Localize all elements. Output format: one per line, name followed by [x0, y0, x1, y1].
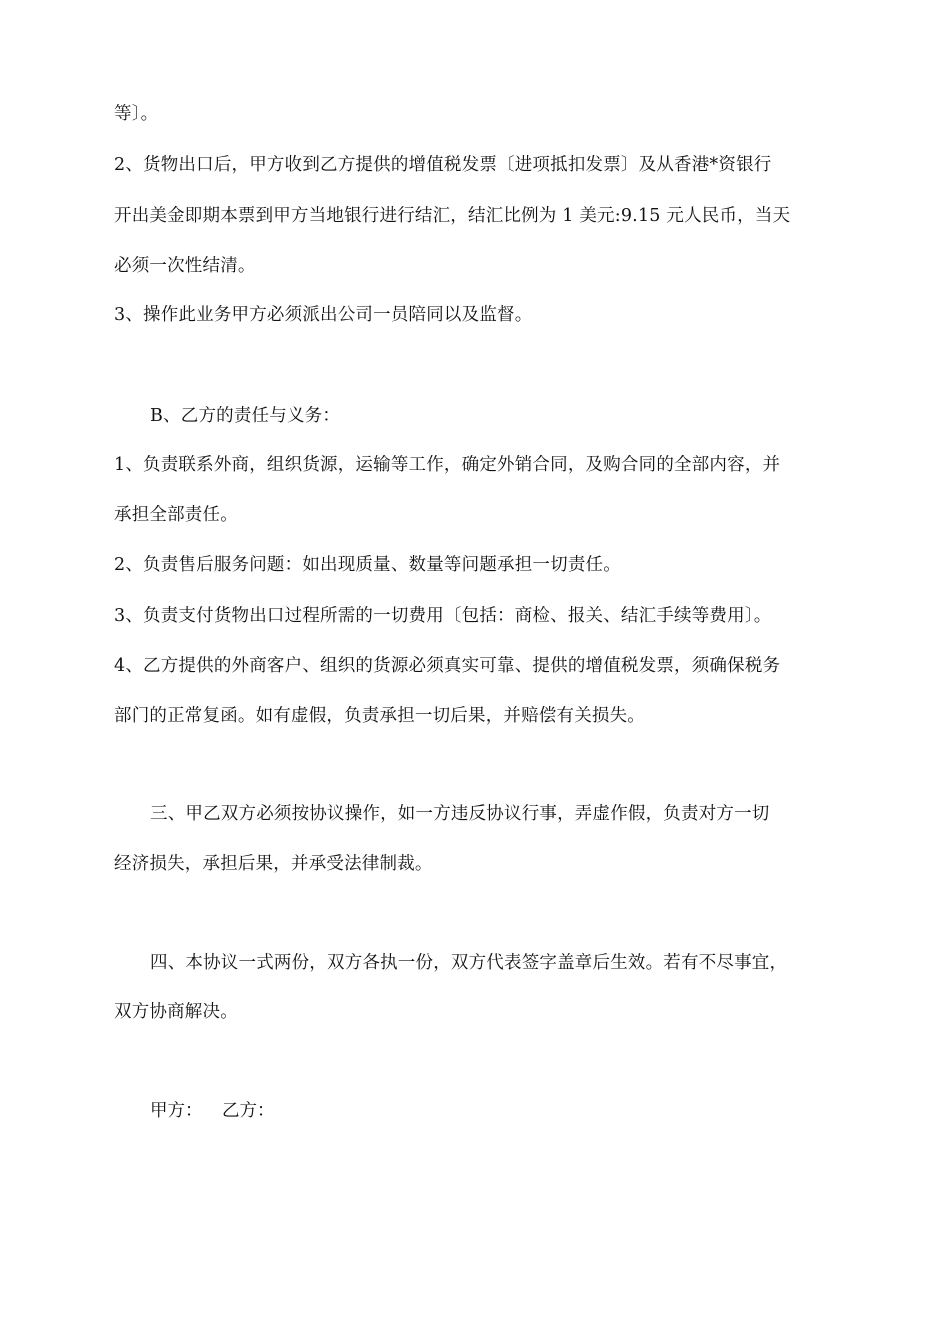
text-line: 部门的正常复函。如有虚假，负责承担一切后果，并赔偿有关损失。 [114, 706, 645, 726]
text-line: 开出美金即期本票到甲方当地银行进行结汇，结汇比例为 1 美元:9.15 元人民币，当天 [114, 206, 791, 226]
text-line: 承担全部责任。 [114, 505, 238, 525]
text-line: 经济损失，承担后果，并承受法律制裁。 [114, 854, 433, 874]
text-line: 3、负责支付货物出口过程所需的一切费用〔包括：商检、报关、结汇手续等费用〕。 [114, 606, 772, 626]
text-line: 双方协商解决。 [114, 1002, 238, 1022]
text-line: 4、乙方提供的外商客户、组织的货源必须真实可靠、提供的增值税发票，须确保税务 [114, 656, 781, 676]
text-line: 2、货物出口后，甲方收到乙方提供的增值税发票〔进项抵扣发票〕及从香港*资银行 [114, 155, 772, 175]
text-line: 等〕。 [114, 104, 159, 124]
text-line: 必须一次性结清。 [114, 256, 256, 276]
party-b-signature-label: 乙方： [222, 1101, 275, 1121]
text-line: 1、负责联系外商，组织货源，运输等工作，确定外销合同，及购合同的全部内容，并 [114, 455, 781, 475]
clause-three-line: 三、甲乙双方必须按协议操作，如一方违反协议行事，弄虚作假，负责对方一切 [150, 804, 770, 824]
text-line: 3、操作此业务甲方必须派出公司一员陪同以及监督。 [114, 305, 533, 325]
text-line: 2、负责售后服务问题：如出现质量、数量等问题承担一切责任。 [114, 555, 621, 575]
clause-four-line: 四、本协议一式两份，双方各执一份，双方代表签字盖章后生效。若有不尽事宜， [150, 953, 788, 973]
party-a-signature-label: 甲方： [150, 1101, 203, 1121]
section-heading: B、乙方的责任与义务： [150, 406, 341, 426]
